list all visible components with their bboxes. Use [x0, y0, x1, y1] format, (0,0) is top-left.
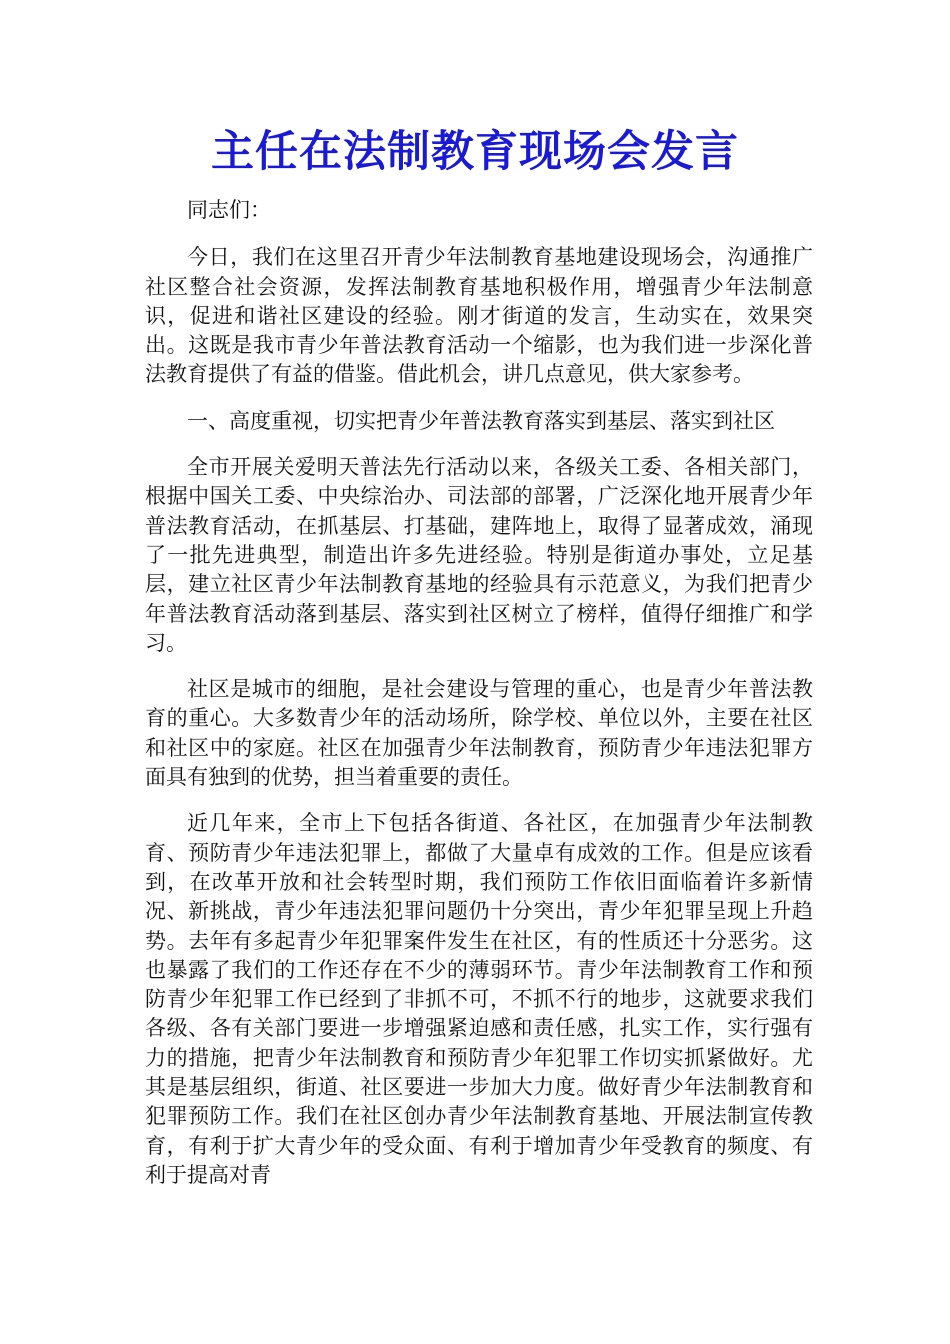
section-heading-1: 一、高度重视，切实把青少年普法教育落实到基层、落实到社区	[187, 408, 775, 433]
document-body	[145, 196, 813, 1207]
document-title: 主任在法制教育现场会发言	[211, 127, 739, 177]
paragraph-achievements: 全市开展关爱明天普法先行活动以来，各级关工委、各相关部门，根据中国关工委、中央综治办、司法部的部署，广泛深化地开展青少年普法教育活动，在抓基层、打基础，建阵地上，取得了显著成效，涌现了一批先进典型，制造出许多先进经验。特别是街道办事处，立足基层，建立社区青少年法制教育基地的经验具有示范意义，为我们把青少年普法教育活动落到基层、落实到社区树立了榜样，值得仔细推广和学习。	[145, 455, 813, 655]
paragraph-recent-years: 近几年来，全市上下包括各街道、各社区，在加强青少年法制教育、预防青少年违法犯罪上，都做了大量卓有成效的工作。但是应该看到，在改革开放和社会转型时期，我们预防工作依旧面临着许多新情况、新挑战，青少年违法犯罪问题仍十分突出，青少年犯罪呈现上升趋势。去年有多起青少年犯罪案件发生在社区，有的性质还十分恶劣。这也暴露了我们的工作还存在不少的薄弱环节。青少年法制教育工作和预防青少年犯罪工作已经到了非抓不可，不抓不行的地步，这就要求我们各级、各有关部门要进一步增强紧迫感和责任感，扎实工作，实行强有力的措施，把青少年法制教育和预防青少年犯罪工作切实抓紧做好。尤其是基层组织，街道、社区要进一步加大力度。做好青少年法制教育和犯罪预防工作。我们在社区创办青少年法制教育基地、开展法制宣传教育，有利于扩大青少年的受众面、有利于增加青少年受教育的频度、有利于提高对青	[145, 811, 813, 1187]
paragraph-intro: 今日，我们在这里召开青少年法制教育基地建设现场会，沟通推广社区整合社会资源，发挥法制教育基地积极作用，增强青少年法制意识，促进和谐社区建设的经验。刚才街道的发言，生动实在，效果突出。这既是我市青少年普法教育活动一个缩影，也为我们进一步深化普法教育提供了有益的借鉴。借此机会，讲几点意见，供大家参考。	[145, 245, 813, 387]
salutation: 同志们：	[187, 198, 271, 222]
paragraph-community: 社区是城市的细胞，是社会建设与管理的重心，也是青少年普法教育的重心。大多数青少年的活动场所，除学校、单位以外，主要在社区和社区中的家庭。社区在加强青少年法制教育，预防青少年违法犯罪方面具有独到的优势，担当着重要的责任。	[145, 677, 813, 790]
